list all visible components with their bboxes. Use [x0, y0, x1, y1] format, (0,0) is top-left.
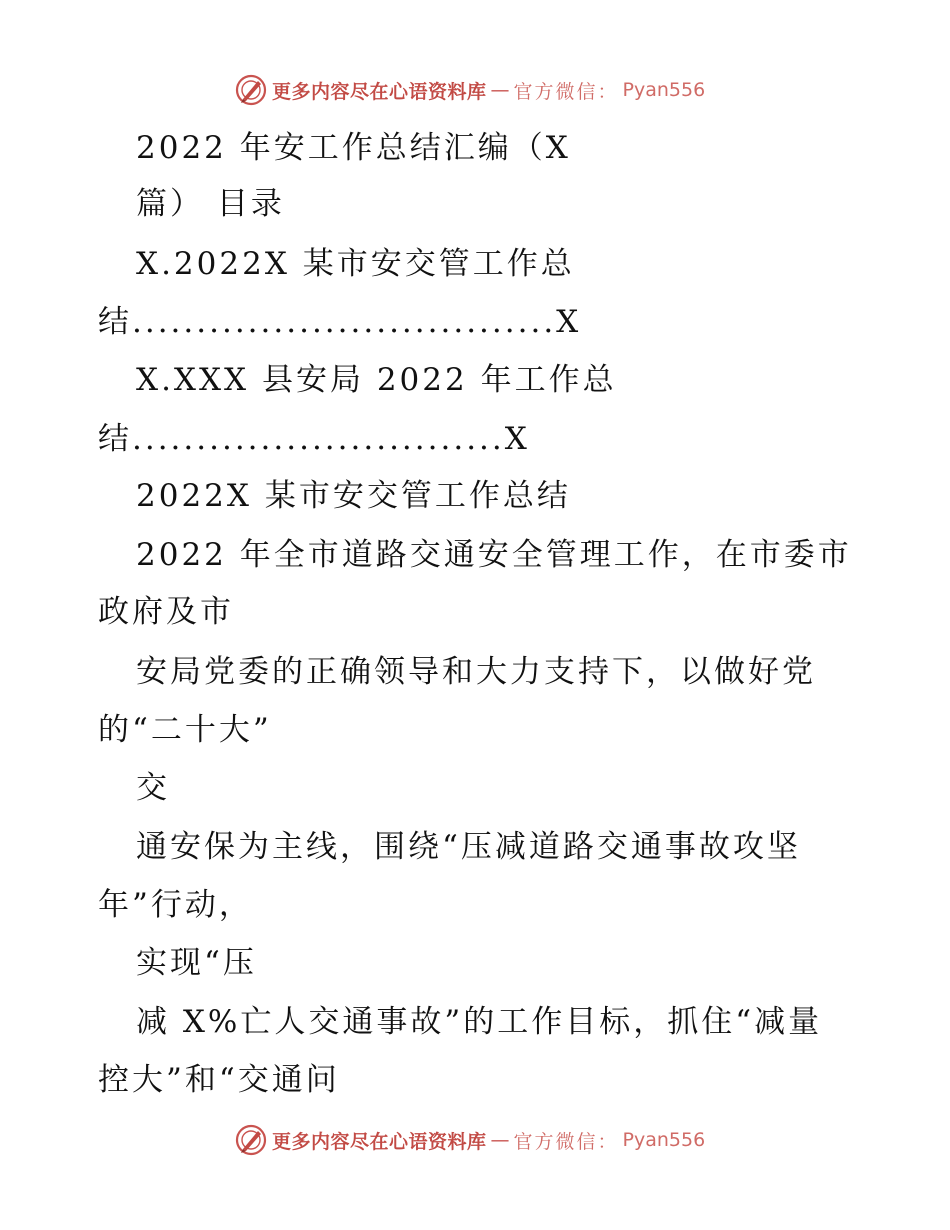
- toc-entry-2-title: X.XXX 县安局 2022 年工作总: [136, 362, 617, 398]
- body-line: 2022 年全市道路交通安全管理工作，在市委市: [136, 537, 852, 573]
- watermark-dash: —: [490, 1129, 510, 1151]
- watermark-main-text: 更多内容尽在心语资料库: [272, 80, 487, 103]
- body-line: 通安保为主线，围绕“压减道路交通事故攻坚: [136, 829, 801, 865]
- body-line: 减 X%亡人交通事故”的工作目标，抓住“减量: [136, 1004, 823, 1040]
- pen-logo-icon: [234, 73, 268, 107]
- body-line: 安局党委的正确领导和大力支持下，以做好党: [136, 654, 816, 690]
- body-line: 交: [136, 770, 170, 806]
- toc-entry-1-title: X.2022X 某市安交管工作总: [136, 246, 575, 282]
- watermark-main-text: 更多内容尽在心语资料库: [272, 1130, 487, 1153]
- body-line: 的“二十大”: [98, 712, 272, 748]
- watermark-wechat-label: 官方微信：: [513, 1130, 619, 1153]
- watermark-wechat-id: Pyan556: [622, 1129, 706, 1151]
- doc-title-line-2: 篇） 目录: [136, 186, 285, 222]
- toc-entry-2-leader: 结.............................X: [98, 421, 530, 457]
- watermark-wechat-id: Pyan556: [622, 79, 706, 101]
- watermark-dash: —: [490, 79, 510, 101]
- body-line: 实现“压: [136, 945, 257, 981]
- watermark-footer: [234, 1122, 705, 1158]
- toc-entry-1-leader: 结.................................X: [98, 304, 582, 340]
- body-line: 政府及市: [98, 594, 234, 630]
- body-line: 年”行动，: [98, 887, 253, 923]
- body-line: 控大”和“交通问: [98, 1062, 340, 1098]
- watermark-header: [234, 72, 705, 108]
- watermark-wechat-label: 官方微信：: [513, 80, 619, 103]
- doc-title-line-1: 2022 年安工作总结汇编（X: [136, 130, 571, 166]
- section-heading: 2022X 某市安交管工作总结: [136, 478, 571, 514]
- pen-logo-icon: [234, 1123, 268, 1157]
